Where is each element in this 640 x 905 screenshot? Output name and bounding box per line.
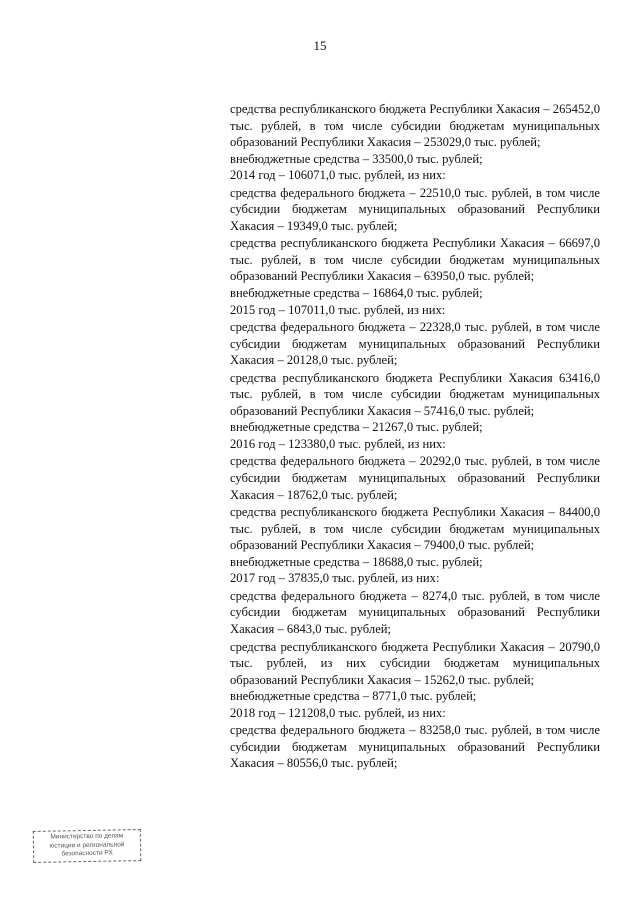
paragraph-year-2014: 2014 год – 106071,0 тыс. рублей, из них: bbox=[230, 168, 446, 183]
paragraph-federal-budget-2016: средства федерального бюджета – 20292,0 тыс. рублей, в том числе субсидии бюджетам муниципальных образований Республики Хакасия – 18762,0 тыс. рублей; bbox=[230, 454, 600, 502]
paragraph-extrabudgetary-2016: внебюджетные средства – 18688,0 тыс. рублей; bbox=[230, 554, 483, 569]
paragraph-year-2015: 2015 год – 107011,0 тыс. рублей, из них: bbox=[230, 302, 446, 317]
paragraph-federal-budget-2017: средства федерального бюджета – 8274,0 тыс. рублей, в том числе субсидии бюджетам муниципальных образований Республики Хакасия – 6843,0 тыс. рублей; bbox=[230, 588, 600, 636]
stamp-line: юстиции и региональной bbox=[49, 840, 125, 850]
paragraph-republican-budget-2013: средства республиканского бюджета Республики Хакасия – 265452,0 тыс. рублей, в том числе субсидии бюджетам муниципальных образований Республики Хакасия – 253029,0 тыс. рублей; bbox=[230, 102, 600, 150]
paragraph-extrabudgetary-2017: внебюджетные средства – 8771,0 тыс. рублей; bbox=[230, 689, 477, 704]
paragraph-federal-budget-2014: средства федерального бюджета – 22510,0 тыс. рублей, в том числе субсидии бюджетам муниципальных образований Республики Хакасия – 19349,0 тыс. рублей; bbox=[230, 185, 600, 233]
paragraph-republican-budget-2017: средства республиканского бюджета Республики Хакасия – 20790,0 тыс. рублей, из них субсидии бюджетам муниципальных образований Республики Хакасия – 15262,0 тыс. рублей; bbox=[230, 639, 600, 687]
page-number: 15 bbox=[313, 38, 327, 53]
paragraph-extrabudgetary-2013: внебюджетные средства – 33500,0 тыс. рублей; bbox=[230, 151, 483, 166]
paragraph-extrabudgetary-2015: внебюджетные средства – 21267,0 тыс. рублей; bbox=[230, 420, 483, 435]
paragraph-republican-budget-2016: средства республиканского бюджета Республики Хакасия – 84400,0 тыс. рублей, в том числе субсидии бюджетам муниципальных образований Республики Хакасия – 79400,0 тыс. рублей; bbox=[230, 505, 600, 553]
stamp-line: безопасности РХ bbox=[61, 849, 113, 858]
paragraph-republican-budget-2014: средства республиканского бюджета Республики Хакасия – 66697,0 тыс. рублей, в том числе субсидии бюджетам муниципальных образований Республики Хакасия – 63950,0 тыс. рублей; bbox=[230, 236, 600, 284]
paragraph-federal-budget-2015: средства федерального бюджета – 22328,0 тыс. рублей, в том числе субсидии бюджетам муниципальных образований Республики Хакасия – 20128,0 тыс. рублей; bbox=[230, 320, 600, 368]
paragraph-year-2018: 2018 год – 121208,0 тыс. рублей, из них: bbox=[230, 705, 446, 720]
paragraph-year-2016: 2016 год – 123380,0 тыс. рублей, из них: bbox=[230, 436, 446, 451]
paragraph-year-2017: 2017 год – 37835,0 тыс. рублей, из них: bbox=[230, 571, 440, 586]
registration-stamp bbox=[33, 829, 142, 863]
paragraph-federal-budget-2018: средства федерального бюджета – 83258,0 тыс. рублей, в том числе субсидии бюджетам муниципальных образований Республики Хакасия – 80556,0 тыс. рублей; bbox=[230, 723, 600, 771]
stamp-line: Министерство по делам bbox=[50, 832, 124, 841]
paragraph-extrabudgetary-2014: внебюджетные средства – 16864,0 тыс. рублей; bbox=[230, 286, 483, 301]
paragraph-republican-budget-2015: средства республиканского бюджета Республики Хакасия 63416,0 тыс. рублей, в том числе субсидии бюджетам муниципальных образований Республики Хакасия – 57416,0 тыс. рублей; bbox=[230, 370, 600, 418]
document-body bbox=[230, 101, 600, 772]
